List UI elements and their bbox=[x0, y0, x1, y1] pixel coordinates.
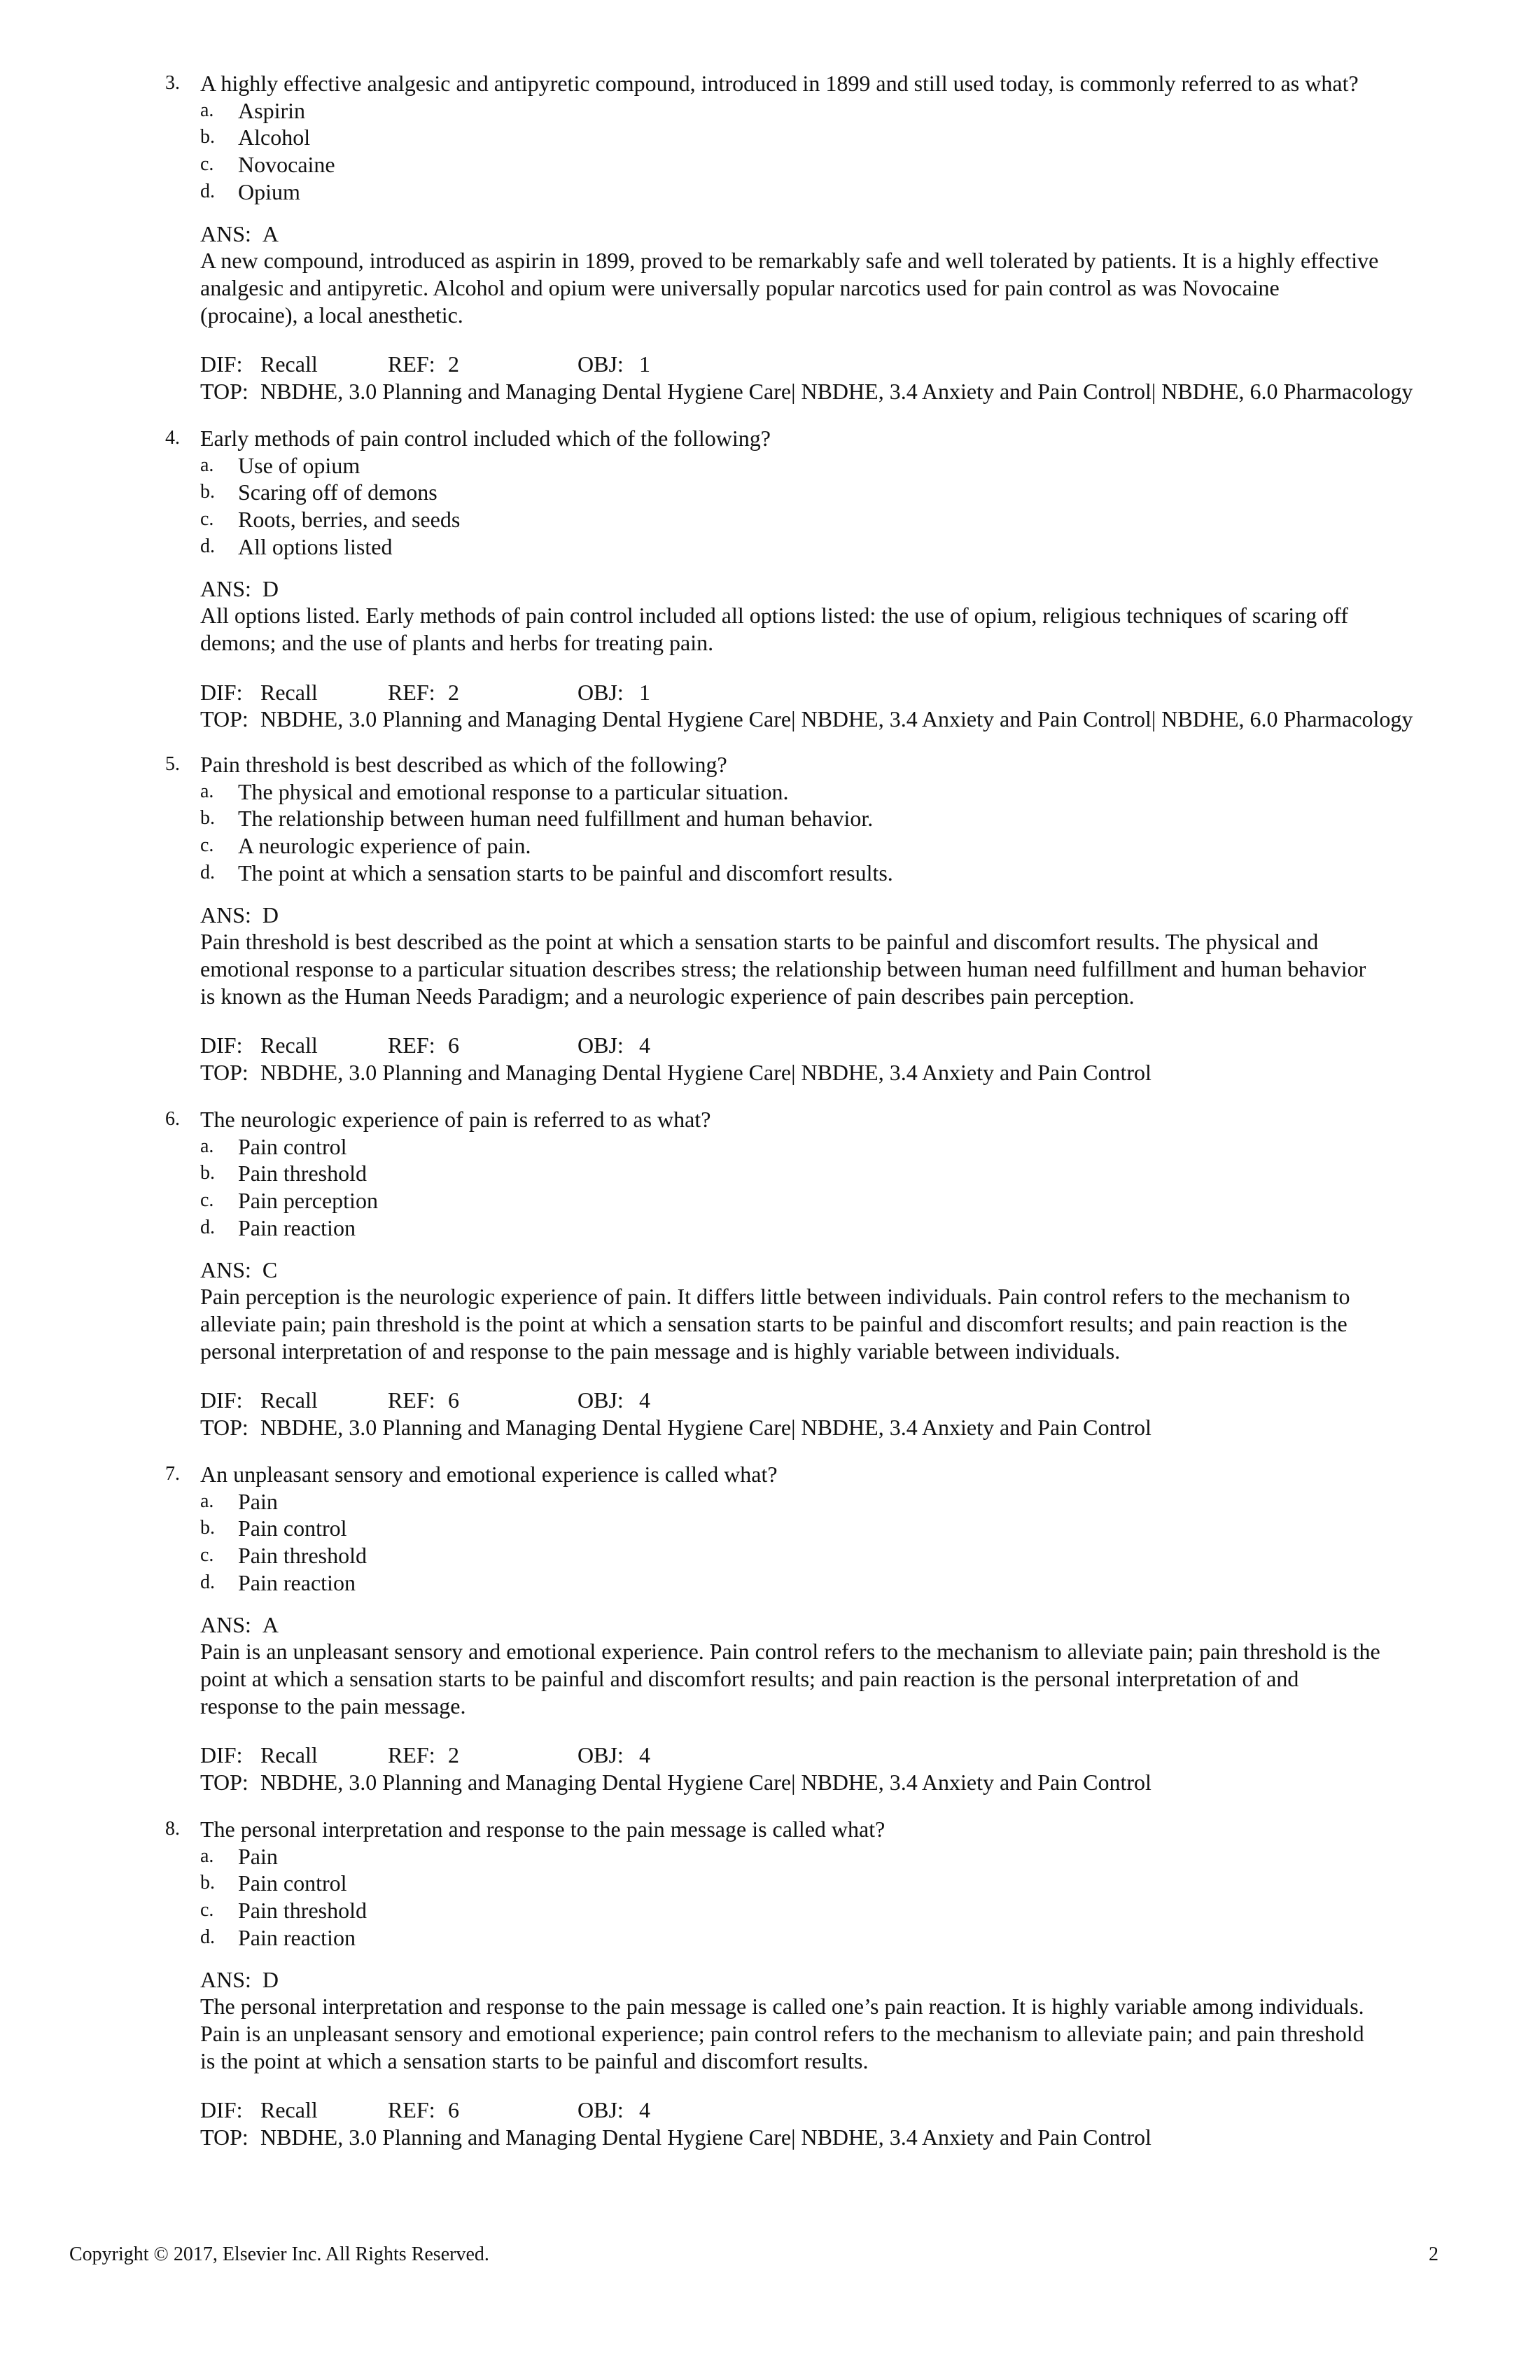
answer-option bbox=[165, 1515, 1446, 1542]
question-block bbox=[165, 1106, 1446, 1441]
answer-label: ANS: bbox=[200, 575, 251, 601]
option-text: Opium bbox=[238, 178, 300, 204]
ref-label: REF: bbox=[388, 1387, 435, 1413]
dif-label: DIF: bbox=[200, 351, 243, 377]
option-text: Pain reaction bbox=[238, 1569, 356, 1595]
option-letter: a. bbox=[200, 454, 214, 476]
explanation-line: emotional response to a particular situation describes stress; the relationship between human need fulfillment and human behavior bbox=[200, 955, 1366, 981]
dif-label: DIF: bbox=[200, 679, 243, 705]
answer-value: D bbox=[262, 902, 279, 927]
option-letter: d. bbox=[200, 180, 215, 202]
option-text: Alcohol bbox=[238, 125, 311, 150]
explanation-line: Pain perception is the neurologic experience of pain. It differs little between individuals. Pain control refers to the mechanism to bbox=[200, 1284, 1350, 1310]
answer-key bbox=[165, 1966, 1446, 1994]
option-text: The physical and emotional response to a particular situation. bbox=[238, 778, 789, 804]
answer-option bbox=[165, 97, 1446, 125]
dif-value: Recall bbox=[260, 1032, 318, 1058]
answer-label: ANS: bbox=[200, 902, 251, 927]
option-letter: a. bbox=[200, 1844, 214, 1867]
answer-option bbox=[165, 1897, 1446, 1924]
obj-value: 1 bbox=[639, 351, 650, 377]
explanation-line: (procaine), a local anesthetic. bbox=[200, 302, 463, 328]
top-label: TOP: bbox=[200, 1415, 248, 1441]
option-letter: a. bbox=[200, 1135, 214, 1157]
answer-option bbox=[165, 1870, 1446, 1897]
question-number: 8. bbox=[165, 1818, 180, 1840]
question-text: An unpleasant sensory and emotional experience is called what? bbox=[200, 1462, 778, 1487]
answer-option bbox=[165, 778, 1446, 806]
option-text: Roots, berries, and seeds bbox=[238, 507, 461, 533]
explanation-line: Pain threshold is best described as the point at which a sensation starts to be painful and discomfort results. The physical and bbox=[200, 929, 1319, 955]
answer-value: D bbox=[262, 1966, 279, 1992]
meta-row bbox=[165, 1032, 1446, 1059]
question-number: 6. bbox=[165, 1108, 180, 1130]
answer-option bbox=[165, 151, 1446, 178]
option-letter: a. bbox=[200, 780, 214, 802]
page-number: 2 bbox=[1429, 2244, 1438, 2265]
ref-value: 2 bbox=[448, 1742, 459, 1768]
option-letter: b. bbox=[200, 481, 215, 503]
option-text: The point at which a sensation starts to be painful and discomfort results. bbox=[238, 860, 893, 886]
explanation bbox=[165, 1993, 1446, 2074]
top-value: NBDHE, 3.0 Planning and Managing Dental Hygiene Care| NBDHE, 3.4 Anxiety and Pain Control bbox=[260, 1770, 1152, 1795]
ref-value: 2 bbox=[448, 679, 459, 705]
option-letter: c. bbox=[200, 1544, 214, 1567]
obj-label: OBJ: bbox=[578, 1387, 624, 1413]
option-letter: b. bbox=[200, 1872, 215, 1894]
explanation bbox=[165, 928, 1446, 1009]
option-text: Pain perception bbox=[238, 1188, 378, 1214]
meta-row bbox=[165, 2096, 1446, 2124]
meta-row bbox=[165, 1387, 1446, 1414]
option-letter: c. bbox=[200, 1899, 214, 1921]
answer-key bbox=[165, 902, 1446, 929]
explanation-line: alleviate pain; pain threshold is the point at which a sensation starts to be painful and discomfort results; and pain reaction is the bbox=[200, 1310, 1348, 1336]
obj-label: OBJ: bbox=[578, 1742, 624, 1768]
option-letter: a. bbox=[200, 99, 214, 121]
question-stem bbox=[165, 425, 1446, 452]
option-letter: d. bbox=[200, 1571, 215, 1593]
dif-label: DIF: bbox=[200, 1742, 243, 1768]
question-text: The personal interpretation and response to the pain message is called what? bbox=[200, 1816, 886, 1842]
answer-option bbox=[165, 452, 1446, 479]
answer-label: ANS: bbox=[200, 1966, 251, 1992]
answer-value: C bbox=[262, 1256, 278, 1282]
top-value: NBDHE, 3.0 Planning and Managing Dental Hygiene Care| NBDHE, 3.4 Anxiety and Pain Control| NBDHE, 6.0 Pharmacology bbox=[260, 379, 1413, 405]
explanation-line: demons; and the use of plants and herbs for treating pain. bbox=[200, 629, 714, 655]
answer-option bbox=[165, 1160, 1446, 1187]
question-stem bbox=[165, 1816, 1446, 1843]
obj-value: 4 bbox=[639, 1742, 650, 1768]
dif-value: Recall bbox=[260, 1742, 318, 1768]
option-text: Use of opium bbox=[238, 452, 360, 478]
answer-option bbox=[165, 832, 1446, 860]
answer-option bbox=[165, 1843, 1446, 1870]
question-number: 7. bbox=[165, 1463, 180, 1485]
explanation-line: All options listed. Early methods of pain control included all options listed: the use of opium, religious techniques of scaring off bbox=[200, 603, 1349, 629]
answer-option bbox=[165, 1488, 1446, 1516]
obj-value: 4 bbox=[639, 2097, 650, 2123]
top-label: TOP: bbox=[200, 379, 248, 405]
top-value: NBDHE, 3.0 Planning and Managing Dental Hygiene Care| NBDHE, 3.4 Anxiety and Pain Control bbox=[260, 1060, 1152, 1086]
option-letter: d. bbox=[200, 535, 215, 557]
top-label: TOP: bbox=[200, 2124, 248, 2150]
obj-label: OBJ: bbox=[578, 1032, 624, 1058]
ref-value: 2 bbox=[448, 351, 459, 377]
question-block bbox=[165, 70, 1446, 405]
question-number: 3. bbox=[165, 72, 180, 94]
topic-row bbox=[165, 2124, 1446, 2151]
answer-key bbox=[165, 1611, 1446, 1639]
answer-option bbox=[165, 178, 1446, 206]
ref-label: REF: bbox=[388, 2097, 435, 2123]
answer-option bbox=[165, 479, 1446, 506]
answer-option bbox=[165, 506, 1446, 533]
explanation-line: is known as the Human Needs Paradigm; and a neurologic experience of pain describes pain perception. bbox=[200, 983, 1135, 1009]
option-text: Pain control bbox=[238, 1870, 347, 1896]
option-text: A neurologic experience of pain. bbox=[238, 833, 531, 859]
question-text: Pain threshold is best described as which of the following? bbox=[200, 752, 727, 777]
answer-option bbox=[165, 1924, 1446, 1952]
explanation-line: The personal interpretation and response to the pain message is called one’s pain reaction. It is highly variable among individuals. bbox=[200, 1994, 1364, 2019]
top-label: TOP: bbox=[200, 706, 248, 732]
topic-row bbox=[165, 1059, 1446, 1086]
dif-label: DIF: bbox=[200, 1032, 243, 1058]
dif-value: Recall bbox=[260, 351, 318, 377]
explanation-line: Pain is an unpleasant sensory and emotional experience. Pain control refers to the mechanism to alleviate pain; pain threshold is the bbox=[200, 1639, 1380, 1665]
answer-option bbox=[165, 1569, 1446, 1597]
option-text: Pain bbox=[238, 1843, 278, 1869]
ref-label: REF: bbox=[388, 1742, 435, 1768]
answer-option bbox=[165, 1133, 1446, 1161]
answer-option bbox=[165, 1542, 1446, 1569]
answer-option bbox=[165, 860, 1446, 887]
topic-row bbox=[165, 1769, 1446, 1796]
ref-label: REF: bbox=[388, 679, 435, 705]
option-letter: a. bbox=[200, 1490, 214, 1512]
question-block bbox=[165, 1816, 1446, 2151]
explanation bbox=[165, 247, 1446, 328]
topic-row bbox=[165, 706, 1446, 733]
copyright-footer: Copyright © 2017, Elsevier Inc. All Rights Reserved. bbox=[69, 2244, 489, 2265]
option-letter: b. bbox=[200, 1517, 215, 1539]
explanation-line: response to the pain message. bbox=[200, 1693, 466, 1718]
question-text: The neurologic experience of pain is referred to as what? bbox=[200, 1107, 711, 1132]
option-letter: b. bbox=[200, 807, 215, 830]
dif-value: Recall bbox=[260, 679, 318, 705]
answer-key bbox=[165, 220, 1446, 248]
option-text: Novocaine bbox=[238, 152, 335, 178]
question-block bbox=[165, 751, 1446, 1086]
dif-value: Recall bbox=[260, 1387, 318, 1413]
answer-option bbox=[165, 1187, 1446, 1214]
option-letter: d. bbox=[200, 861, 215, 883]
explanation-line: point at which a sensation starts to be painful and discomfort results; and pain reaction is the personal interpretation of and bbox=[200, 1665, 1299, 1691]
option-letter: c. bbox=[200, 1189, 214, 1212]
answer-label: ANS: bbox=[200, 220, 251, 246]
option-text: All options listed bbox=[238, 533, 393, 559]
option-letter: c. bbox=[200, 508, 214, 531]
option-letter: c. bbox=[200, 153, 214, 176]
answer-key bbox=[165, 1256, 1446, 1284]
obj-label: OBJ: bbox=[578, 679, 624, 705]
option-text: Pain reaction bbox=[238, 1924, 356, 1950]
option-text: Pain threshold bbox=[238, 1161, 367, 1186]
option-letter: c. bbox=[200, 834, 214, 857]
question-stem bbox=[165, 70, 1446, 97]
option-letter: d. bbox=[200, 1216, 215, 1238]
option-letter: b. bbox=[200, 126, 215, 148]
dif-label: DIF: bbox=[200, 2097, 243, 2123]
answer-option bbox=[165, 533, 1446, 561]
obj-value: 4 bbox=[639, 1387, 650, 1413]
ref-label: REF: bbox=[388, 351, 435, 377]
answer-value: A bbox=[262, 1611, 279, 1637]
meta-row bbox=[165, 1742, 1446, 1769]
dif-value: Recall bbox=[260, 2097, 318, 2123]
explanation-line: analgesic and antipyretic. Alcohol and opium were universally popular narcotics used for pain control as was Novocaine bbox=[200, 274, 1280, 300]
explanation-line: Pain is an unpleasant sensory and emotional experience; pain control refers to the mechanism to alleviate pain; and pain threshold bbox=[200, 2020, 1364, 2046]
question-stem bbox=[165, 1461, 1446, 1488]
option-text: Aspirin bbox=[238, 97, 305, 123]
ref-value: 6 bbox=[448, 2097, 459, 2123]
option-text: Scaring off of demons bbox=[238, 479, 438, 505]
top-label: TOP: bbox=[200, 1060, 248, 1086]
topic-row bbox=[165, 378, 1446, 405]
option-text: Pain threshold bbox=[238, 1898, 367, 1924]
option-letter: b. bbox=[200, 1162, 215, 1184]
option-letter: d. bbox=[200, 1926, 215, 1948]
explanation-line: personal interpretation of and response to the pain message and is highly variable between individuals. bbox=[200, 1338, 1121, 1364]
explanation-line: is the point at which a sensation starts to be painful and discomfort results. bbox=[200, 2047, 869, 2073]
explanation-line: A new compound, introduced as aspirin in 1899, proved to be remarkably safe and well tolerated by patients. It is a highly effective bbox=[200, 248, 1379, 274]
question-text: A highly effective analgesic and antipyretic compound, introduced in 1899 and still used today, is commonly referred to as what? bbox=[200, 71, 1359, 96]
obj-label: OBJ: bbox=[578, 2097, 624, 2123]
top-value: NBDHE, 3.0 Planning and Managing Dental Hygiene Care| NBDHE, 3.4 Anxiety and Pain Control| NBDHE, 6.0 Pharmacology bbox=[260, 706, 1413, 732]
ref-value: 6 bbox=[448, 1387, 459, 1413]
answer-value: A bbox=[262, 220, 279, 246]
question-number: 4. bbox=[165, 427, 180, 449]
option-text: The relationship between human need fulfillment and human behavior. bbox=[238, 806, 874, 832]
option-text: Pain control bbox=[238, 1133, 347, 1159]
question-text: Early methods of pain control included which of the following? bbox=[200, 426, 771, 451]
question-number: 5. bbox=[165, 753, 180, 775]
answer-label: ANS: bbox=[200, 1611, 251, 1637]
obj-label: OBJ: bbox=[578, 351, 624, 377]
answer-option bbox=[165, 124, 1446, 151]
option-text: Pain threshold bbox=[238, 1543, 367, 1569]
explanation bbox=[165, 602, 1446, 656]
obj-value: 4 bbox=[639, 1032, 650, 1058]
top-label: TOP: bbox=[200, 1770, 248, 1795]
question-stem bbox=[165, 1106, 1446, 1133]
answer-option bbox=[165, 1214, 1446, 1242]
ref-value: 6 bbox=[448, 1032, 459, 1058]
answer-label: ANS: bbox=[200, 1256, 251, 1282]
question-stem bbox=[165, 751, 1446, 778]
option-text: Pain bbox=[238, 1488, 278, 1514]
explanation bbox=[165, 1283, 1446, 1364]
dif-label: DIF: bbox=[200, 1387, 243, 1413]
meta-row bbox=[165, 679, 1446, 706]
question-block bbox=[165, 1461, 1446, 1796]
ref-label: REF: bbox=[388, 1032, 435, 1058]
option-text: Pain reaction bbox=[238, 1214, 356, 1240]
topic-row bbox=[165, 1414, 1446, 1441]
question-block bbox=[165, 425, 1446, 733]
top-value: NBDHE, 3.0 Planning and Managing Dental Hygiene Care| NBDHE, 3.4 Anxiety and Pain Control bbox=[260, 2124, 1152, 2150]
answer-value: D bbox=[262, 575, 279, 601]
meta-row bbox=[165, 351, 1446, 378]
top-value: NBDHE, 3.0 Planning and Managing Dental Hygiene Care| NBDHE, 3.4 Anxiety and Pain Control bbox=[260, 1415, 1152, 1441]
option-text: Pain control bbox=[238, 1516, 347, 1541]
answer-key bbox=[165, 575, 1446, 603]
explanation bbox=[165, 1638, 1446, 1719]
obj-value: 1 bbox=[639, 679, 650, 705]
answer-option bbox=[165, 805, 1446, 832]
